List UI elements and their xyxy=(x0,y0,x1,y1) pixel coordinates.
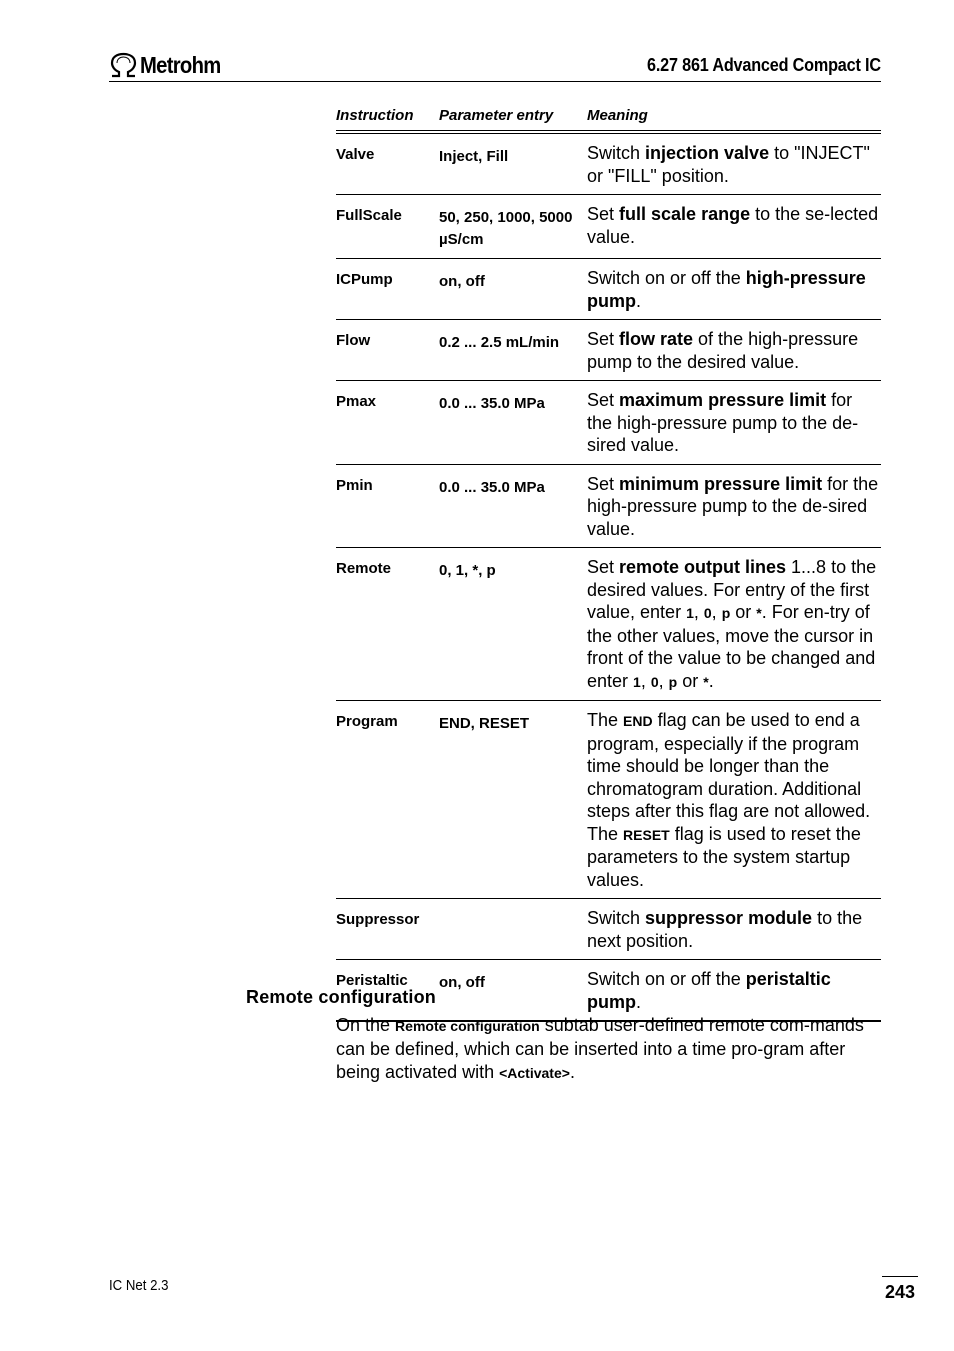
text-run: . xyxy=(636,290,642,311)
parameter-cell: on, off xyxy=(439,974,485,991)
parameter-cell: 0, 1, *, p xyxy=(439,562,496,579)
header-rule xyxy=(109,81,881,82)
text-run: flag can be used to end a program, especially if the program time should be longer than the chromatogram duration. Additional steps after this flag are not allowed. The xyxy=(587,710,871,844)
bold-term: flow rate xyxy=(619,329,694,349)
metrohm-logo xyxy=(109,50,232,80)
text-run: 1...8 to the desired values. For entry of the first value, enter xyxy=(587,557,877,622)
ui-keyword: * xyxy=(703,673,709,690)
header-instruction: Instruction xyxy=(336,106,414,124)
remote-configuration-heading: Remote configuration xyxy=(246,987,437,1007)
text-run: Switch xyxy=(587,908,646,928)
ui-keyword: p xyxy=(668,673,678,690)
logo-text: Metrohm xyxy=(140,51,221,78)
bold-term: peristaltic pump xyxy=(587,969,831,1012)
meaning-cell xyxy=(587,709,881,891)
table-row xyxy=(336,465,881,549)
meaning-cell xyxy=(587,328,881,373)
meaning-cell xyxy=(587,142,881,187)
ui-keyword: 0 xyxy=(650,673,659,690)
text-run: Set xyxy=(587,557,620,577)
table-row xyxy=(336,548,881,701)
text-run: or xyxy=(677,670,704,691)
text-run: . xyxy=(708,670,714,691)
instruction-cell: Pmin xyxy=(336,476,373,494)
text-run: for the high-pressure pump to the de-sired value. xyxy=(587,390,859,455)
instruction-cell: ICPump xyxy=(336,271,393,288)
text-run: , xyxy=(640,670,651,691)
text-run: Switch xyxy=(587,143,646,163)
table-header xyxy=(336,100,881,131)
bold-term: minimum pressure limit xyxy=(619,473,823,494)
meaning-cell xyxy=(587,907,881,952)
instruction-cell: FullScale xyxy=(336,207,402,224)
page-number: 243 xyxy=(882,1276,918,1303)
ui-keyword: p xyxy=(721,605,731,621)
text-run: Set xyxy=(587,204,620,224)
text-run: . For en-try of the other values, move the cursor in front of the value to be changed and enter xyxy=(587,602,876,691)
parameter-cell: END, RESET xyxy=(439,715,530,732)
instruction-cell: Pmax xyxy=(336,393,377,410)
meaning-cell xyxy=(587,556,881,693)
instruction-cell: Flow xyxy=(336,332,371,349)
instruction-cell: Program xyxy=(336,713,398,730)
ui-keyword: 0 xyxy=(703,605,712,621)
text-run: to the se-lected value. xyxy=(587,204,879,247)
meaning-cell xyxy=(587,203,881,251)
instruction-cell: Peristaltic xyxy=(336,972,408,989)
text-run: flag is used to reset the parameters to the system startup values. xyxy=(587,823,861,890)
instruction-cell: Suppressor xyxy=(336,911,420,928)
text-run: , xyxy=(658,670,669,691)
text-run: to the next position. xyxy=(587,908,863,951)
table-row xyxy=(336,320,881,381)
parameter-cell xyxy=(439,907,587,952)
ui-keyword: RESET xyxy=(623,826,670,843)
text-run: . xyxy=(636,991,642,1012)
parameter-cell: 0.0 ... 35.0 MPa xyxy=(439,478,545,496)
ui-keyword: 1 xyxy=(633,673,641,690)
ui-keyword: <Activate> xyxy=(499,1065,570,1081)
parameter-cell: 50, 250, 1000, 5000 µS/cm xyxy=(439,209,573,248)
omega-logo-icon xyxy=(109,52,138,78)
text-run: of the high-pressure pump to the desired value. xyxy=(587,329,859,372)
parameter-cell: 0.0 ... 35.0 MPa xyxy=(439,395,545,412)
bold-term: injection valve xyxy=(645,143,770,163)
text-run: , xyxy=(693,602,704,622)
instruction-cell: Remote xyxy=(336,560,392,577)
instruction-table xyxy=(336,100,881,1022)
ui-keyword: 1 xyxy=(686,605,694,621)
bold-term: full scale range xyxy=(619,204,751,224)
text-run: or xyxy=(730,602,757,622)
meaning-cell xyxy=(587,267,881,312)
table-row xyxy=(336,134,881,195)
text-run: to "INJECT" or "FILL" position. xyxy=(587,143,870,186)
parameter-cell: 0.2 ... 2.5 mL/min xyxy=(439,334,560,351)
bold-term: maximum pressure limit xyxy=(619,390,827,410)
meaning-cell xyxy=(587,473,881,541)
ui-keyword: Remote configuration xyxy=(395,1018,540,1034)
text-run: Set xyxy=(587,473,620,494)
text-run: , xyxy=(711,602,722,622)
table-row xyxy=(336,195,881,259)
bold-term: suppressor module xyxy=(645,908,813,928)
ui-keyword: END xyxy=(623,713,653,729)
bold-term: high-pressure pump xyxy=(587,268,866,311)
header-parameter-entry: Parameter entry xyxy=(439,106,554,124)
parameter-cell: on, off xyxy=(439,273,485,290)
bold-term: remote output lines xyxy=(619,557,787,577)
text-run: The xyxy=(587,710,624,730)
table-row xyxy=(336,701,881,899)
text-run: On the xyxy=(336,1015,396,1035)
header-meaning: Meaning xyxy=(587,106,648,124)
table-row xyxy=(336,259,881,320)
parameter-cell: Inject, Fill xyxy=(439,148,509,165)
text-run: subtab user-defined remote com-mands can be defined, which can be inserted into a time pro-gram after being activated with xyxy=(336,1015,864,1082)
text-run: Switch on or off the xyxy=(587,268,746,288)
section-title: 6.27 861 Advanced Compact IC xyxy=(647,55,881,75)
table-row xyxy=(336,899,881,960)
text-run: Switch on or off the xyxy=(587,969,746,989)
ui-keyword: * xyxy=(756,605,762,621)
meaning-cell xyxy=(587,389,881,457)
table-body xyxy=(336,134,881,1022)
instruction-cell: Valve xyxy=(336,146,375,163)
text-run: Set xyxy=(587,390,620,410)
text-run: . xyxy=(569,1062,575,1082)
text-run: for the high-pressure pump to the de-sired value. xyxy=(587,473,879,539)
table-row xyxy=(336,381,881,465)
remote-configuration-paragraph xyxy=(336,1014,881,1085)
text-run: Set xyxy=(587,329,620,349)
meaning-cell xyxy=(587,968,881,1013)
footer-product: IC Net 2.3 xyxy=(109,1277,169,1294)
